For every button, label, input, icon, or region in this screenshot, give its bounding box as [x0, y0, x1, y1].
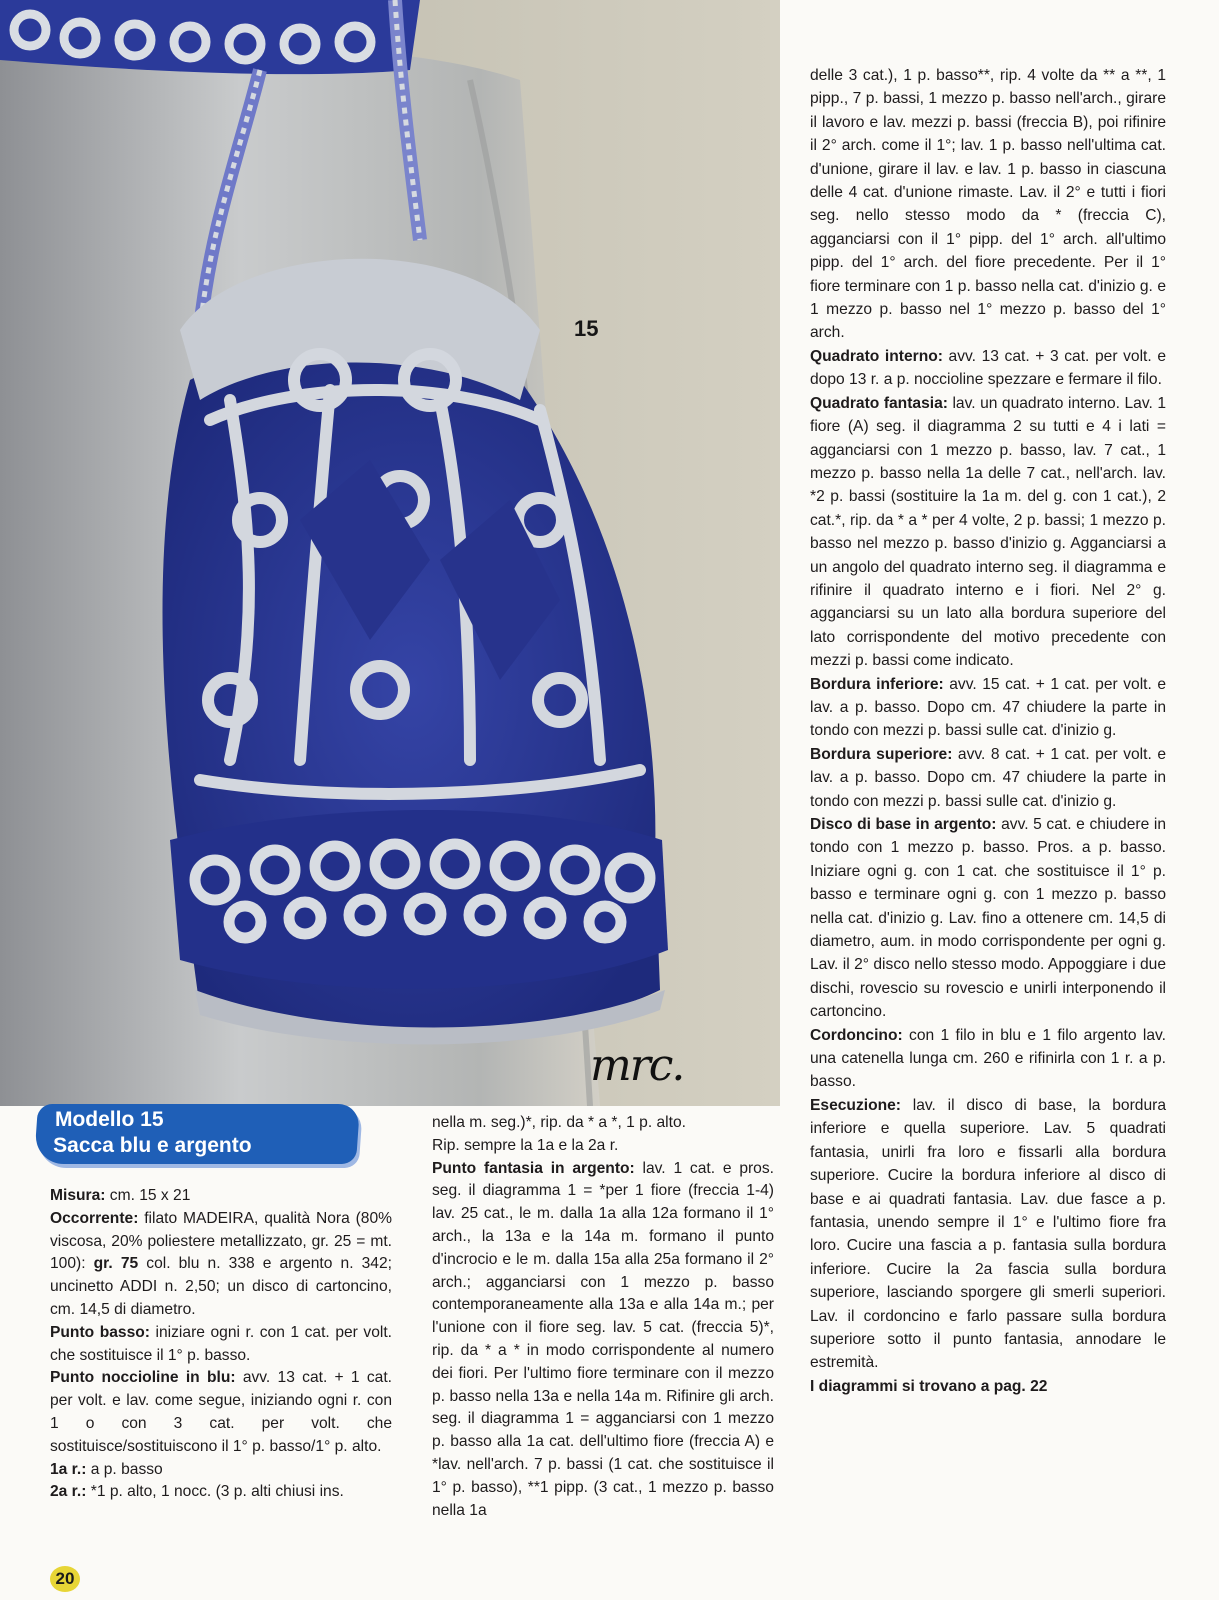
paragraph — [810, 392, 1166, 673]
paragraph-text: con 1 filo in blu e 1 filo argento lav. una catenella lunga cm. 260 e rifinirla con 1 r. a p. basso. — [810, 1026, 1166, 1091]
paragraph — [50, 1367, 392, 1458]
paragraph-label: Quadrato fantasia: — [810, 394, 948, 412]
photo-model-number: 15 — [574, 316, 599, 341]
paragraph — [50, 1185, 392, 1208]
paragraph — [810, 1094, 1166, 1375]
crochet-bag-illustration — [0, 0, 780, 1106]
instructions-middle-column — [432, 1112, 774, 1522]
model-number-title: Modello 15 — [54, 1108, 164, 1131]
paragraph-label: Bordura superiore: — [810, 745, 953, 763]
paragraph-label: gr. 75 — [93, 1255, 139, 1273]
paragraph — [810, 345, 1166, 392]
paragraph-text: a p. basso — [86, 1460, 163, 1478]
paragraph-text: avv. 8 cat. + 1 cat. per volt. e lav. a p. basso. Dopo cm. 47 chiudere la parte in tondo con mezzi p. bassi sulle cat. d'inizio g. — [810, 745, 1166, 810]
paragraph-label: Misura: — [50, 1187, 106, 1204]
paragraph — [810, 1375, 1166, 1398]
paragraph-text: lav. 1 cat. e pros. seg. il diagramma 1 = *per 1 fiore (freccia 1-4) lav. 25 cat., le m. dalla 1a alla 12a formano il 1° arch., la 13a e la 14a m. formano il punto d'incrocio e le m. dalla 15a alla 25a formano il 2° arch.; agganciarsi con 1 mezzo p. basso contemporaneamente alla 13a e alla 14a m.; per l'unione con il fiore seg. lav. 5 cat. (freccia 5)*, rip. da * a * in modo corrispondente al numero dei fiori. Per l'ultimo fiore terminare con il mezzo p. basso nella 13a e nella 14a m. Rifinire gli arch. seg. il diagramma 1 = agganciarsi con 1 mezzo p. basso alla 1a cat. dell'ultimo fiore (freccia A) e *lav. nell'arch. 7 p. bassi (1 cat. che sostituisce il 1° p. basso), **1 pipp. (3 cat., 1 mezzo p. basso nella 1a — [432, 1159, 774, 1519]
paragraph — [50, 1208, 392, 1322]
paragraph-text: nella m. seg.)*, rip. da * a *, 1 p. alto. — [432, 1114, 686, 1131]
paragraph-text: col. blu n. 338 e argento n. 342; uncinetto ADDI n. 2,50; un disco di cartoncino, cm. 14,5 di diametro. — [50, 1255, 392, 1318]
paragraph — [50, 1481, 392, 1504]
paragraph-label: Disco di base in argento: — [810, 816, 997, 833]
paragraph — [810, 673, 1166, 743]
paragraph-text: filato MADEIRA, qualità Nora (80% viscosa, 20% poliestere metallizzato, gr. 25 = mt. 100): — [50, 1209, 392, 1273]
paragraph-text: *1 p. alto, 1 nocc. (3 p. alti chiusi ins. — [86, 1483, 344, 1501]
instructions-right-column — [810, 64, 1166, 1398]
paragraph-label: Esecuzione: — [810, 1096, 901, 1114]
paragraph — [810, 813, 1166, 1024]
paragraph-text: avv. 15 cat. + 1 cat. per volt. e lav. a p. basso. Dopo cm. 47 chiudere la parte in tondo con mezzi p. bassi sulle cat. d'inizio g. — [810, 675, 1167, 740]
paragraph — [50, 1322, 392, 1368]
paragraph — [810, 743, 1166, 813]
paragraph-text: avv. 13 cat. + 1 cat. per volt. e lav. come segue, iniziando ogni r. con 1 o con 3 cat. per volt. che sostituisce/sostituiscono il 1° p. basso/1° p. alto. — [50, 1369, 393, 1455]
paragraph-label: 1a r.: — [50, 1460, 87, 1478]
page-number: 20 — [50, 1566, 80, 1592]
model-title-banner — [34, 1104, 360, 1164]
paragraph-text: cm. 15 x 21 — [105, 1187, 191, 1204]
paragraph-text: delle 3 cat.), 1 p. basso**, rip. 4 volte da ** a **, 1 pipp., 7 p. bassi, 1 mezzo p. basso nell'arch., girare il lavoro e lav. mezzi p. bassi (freccia B), poi rifinire il 2° arch. come il 1°; lav. 1 p. basso nell'ultima cat. d'unione, girare il lav. e lav. 1 p. basso in ciascuna delle 4 cat. d'unione rimaste. Lav. il 2° e tutti i fiori seg. nello stesso modo da * (freccia C), agganciarsi con il 1° pipp. del 1° arch. all'ultimo pipp. del 1° arch. del fiore precedente. Per il 1° fiore terminare con 1 p. basso nella cat. d'inizio g. e 1 mezzo p. basso nel 1° mezzo p. basso del 1° arch. — [810, 67, 1166, 342]
product-photo — [0, 0, 780, 1106]
paragraph-text: lav. il disco di base, la bordura inferiore e quella superiore. Lav. 5 quadrati fantasia, unirli fra loro e fissarli alla bordura superiore. Cucire la bordura inferiore al disco di base e ai quadrati fantasia. Lav. due fasce a p. fantasia, unendo sempre il 1° e l'ultimo fiore fra loro. Cucire una fascia a p. fantasia sulla bordura inferiore. Cucire la 2a fascia sulla bordura superiore, lasciando sporgere gli smerli superiori. Lav. il cordoncino e farlo passare sulla bordura superiore sotto il punto fantasia, annodare le estremità. — [810, 1096, 1166, 1372]
paragraph-label: Cordoncino: — [810, 1026, 903, 1044]
diagram-reference: I diagrammi si trovano a pag. 22 — [810, 1377, 1048, 1395]
paragraph-label: Quadrato interno: — [810, 347, 943, 365]
paragraph — [810, 64, 1166, 345]
paragraph-label: Punto fantasia in argento: — [432, 1159, 635, 1177]
paragraph-label: Bordura inferiore: — [810, 675, 944, 693]
paragraph-text: avv. 5 cat. e chiudere in tondo con 1 mezzo p. basso. Pros. a p. basso. Iniziare ogni g. con 1 cat. che sostituisce il 1° p. basso e terminare ogni g. con 1 mezzo p. basso nella cat. d'inizio g. Lav. fino a ottenere cm. 14,5 di diametro, aum. in modo corrispondente per ogni g. Lav. il 2° disco nello stesso modo. Appoggiare i due dischi, rovescio su rovescio e unirli interponendo il cartoncino. — [810, 816, 1166, 1021]
paragraph-text: Rip. sempre la 1a e la 2a r. — [432, 1136, 619, 1154]
paragraph — [432, 1158, 774, 1523]
paragraph — [50, 1459, 392, 1482]
paragraph-label: 2a r.: — [50, 1483, 87, 1501]
paragraph — [432, 1135, 774, 1158]
paragraph — [432, 1112, 774, 1135]
paragraph-text: iniziare ogni r. con 1 cat. per volt. che sostituisce il 1° p. basso. — [50, 1323, 392, 1364]
model-name-title: Sacca blu e argento — [53, 1134, 252, 1157]
paragraph-label: Occorrente: — [50, 1209, 139, 1227]
paragraph-label: Punto noccioline in blu: — [50, 1369, 236, 1387]
photographer-signature: mrc. — [590, 1040, 684, 1091]
paragraph — [810, 1024, 1166, 1094]
paragraph-text: avv. 13 cat. + 3 cat. per volt. e dopo 13 r. a p. noccioline spezzare e fermare il filo. — [810, 347, 1166, 389]
instructions-left-column — [50, 1185, 392, 1504]
paragraph-text: lav. un quadrato interno. Lav. 1 fiore (A) seg. il diagramma 2 su tutti e 4 i lati = agganciarsi con 1 mezzo p. basso, lav. 7 cat., 1 mezzo p. basso nella 1a delle 7 cat., nell'arch. lav. *2 p. bassi (sostituire la 1a m. del g. con 1 cat.), 2 cat.*, rip. da * a * per 4 volte, 2 p. bassi; 1 mezzo p. basso nel mezzo p. basso d'inizio g. Agganciarsi a un angolo del quadrato interno seg. il diagramma e rifinire il quadrato interno e i fiori. Nel 2° g. agganciarsi su un lato alla bordura superiore del lato corrispondente del motivo precedente con mezzi p. bassi come indicato. — [810, 394, 1166, 670]
paragraph-label: Punto basso: — [50, 1323, 150, 1341]
